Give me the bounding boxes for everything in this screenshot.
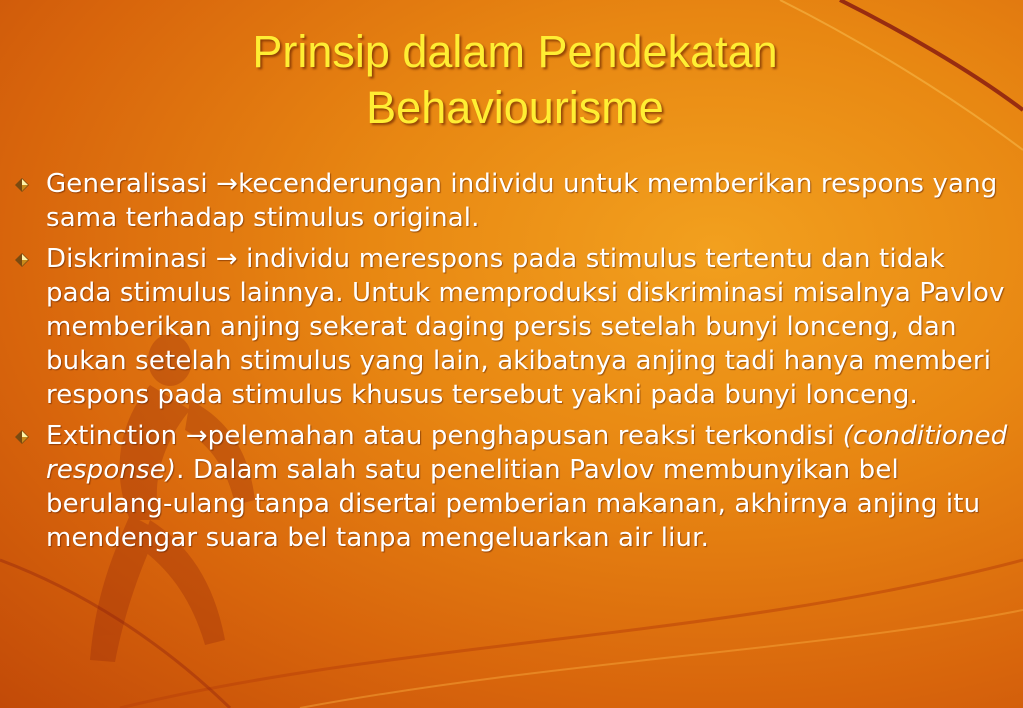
bullet-list bbox=[12, 167, 1012, 562]
track-line bbox=[0, 560, 230, 708]
diamond-bullet-icon bbox=[15, 178, 29, 192]
slide-title-line-2: Behaviourisme bbox=[366, 82, 664, 133]
bullet-definition: kecenderungan individu untuk memberikan respons yang sama terhadap stimulus original. bbox=[46, 169, 998, 233]
bullet-term: Generalisasi bbox=[46, 169, 217, 199]
slide-title-line-1: Prinsip dalam Pendekatan bbox=[252, 26, 778, 77]
bullet-definition: individu merespons pada stimulus tertentu dan tidak pada stimulus lainnya. Untuk memproduksi diskriminasi misalnya Pavlov memberikan anjing sekerat daging persis setelah bunyi lonceng, dan bukan setelah stimulus yang lain, akibatnya anjing tadi hanya memberi respons pada stimulus khusus tersebut yakni pada bunyi lonceng. bbox=[46, 244, 1005, 410]
arrow-right-icon: → bbox=[185, 421, 208, 451]
bullet-item-diskriminasi bbox=[12, 242, 1012, 412]
bullet-term: Extinction bbox=[46, 421, 186, 451]
bullet-definition: pelemahan atau penghapusan reaksi terkondisi bbox=[207, 421, 843, 451]
track-line bbox=[300, 610, 1023, 708]
bullet-item-generalisasi bbox=[12, 167, 1012, 235]
diamond-bullet-icon bbox=[15, 253, 29, 267]
bullet-italic-term: (conditioned response) bbox=[46, 421, 1008, 485]
bullet-item-extinction bbox=[12, 419, 1012, 555]
bullet-term: Diskriminasi bbox=[46, 244, 216, 274]
diamond-bullet-icon bbox=[15, 430, 29, 444]
slide-title bbox=[60, 24, 970, 136]
arrow-right-icon: → bbox=[215, 244, 238, 274]
track-line bbox=[120, 560, 1023, 708]
arrow-right-icon: → bbox=[216, 169, 239, 199]
bullet-definition-end: . Dalam salah satu penelitian Pavlov membunyikan bel berulang-ulang tanpa disertai pemberian makanan, akhirnya anjing itu mendengar suara bel tanpa mengeluarkan air liur. bbox=[46, 455, 981, 553]
